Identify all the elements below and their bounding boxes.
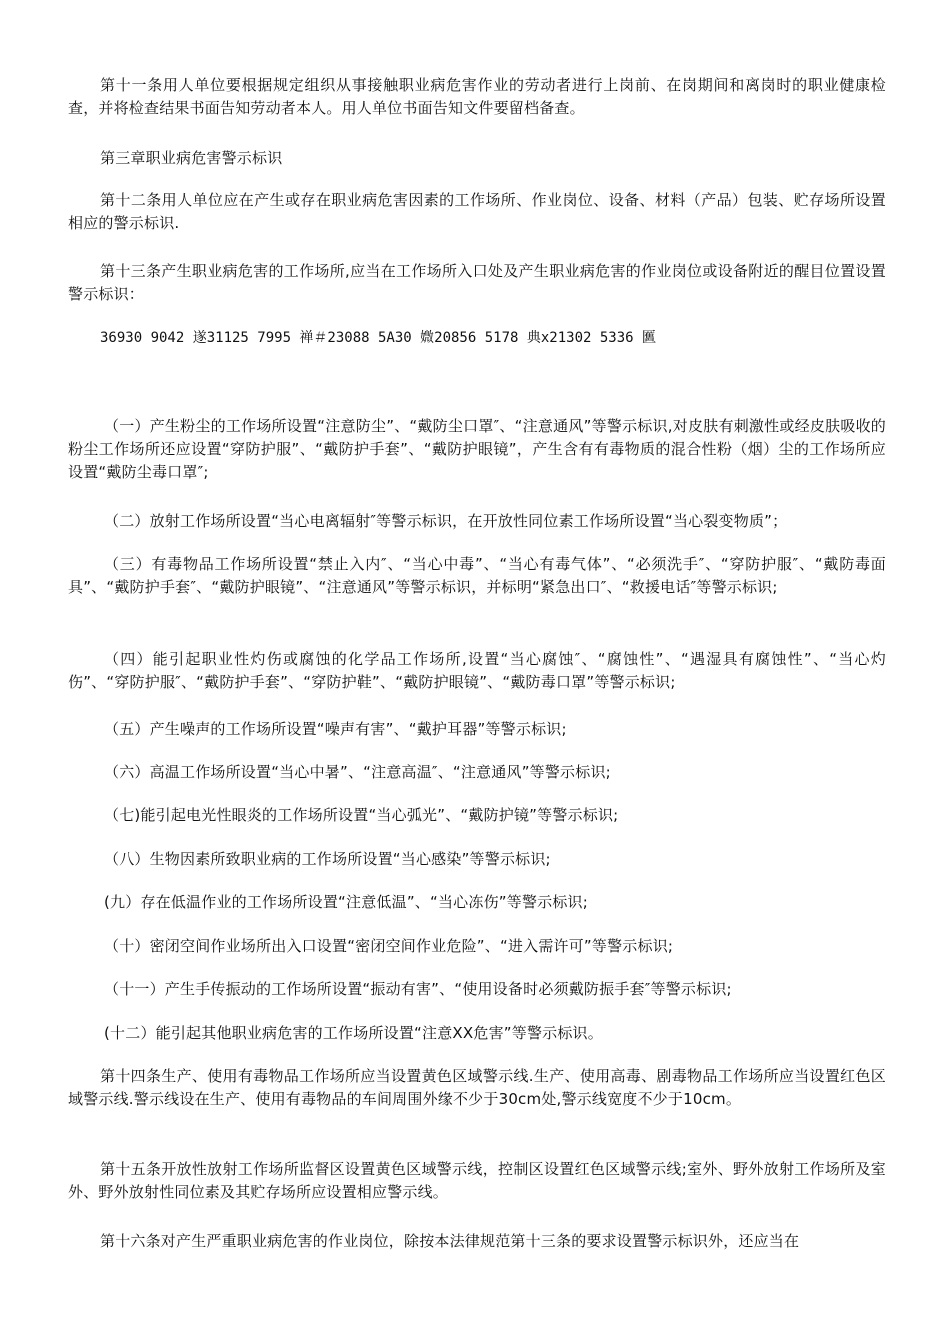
- garbled-code-line: 36930 9042 遂31125 7995 禅＃23088 5A30 媺20856 5178 典x21302 5336 匶: [100, 330, 657, 346]
- article-13-paragraph: 第十三条产生职业病危害的工作场所,应当在工作场所入口处及产生职业病危害的作业岗位或设备附近的醒目位置设置警示标识：: [68, 262, 886, 303]
- article-15-paragraph: 第十五条开放性放射工作场所监督区设置黄色区域警示线，控制区设置红色区域警示线;室外、野外放射工作场所及室外、野外放射性同位素及其贮存场所应设置相应警示线。: [68, 1160, 886, 1201]
- chapter-3-heading: 第三章职业病危害警示标识: [100, 149, 283, 167]
- list-item-2: （二）放射工作场所设置“当心电离辐射″等警示标识，在开放性同位素工作场所设置“当心裂变物质”；: [104, 512, 788, 530]
- list-item-10: （十）密闭空间作业场所出入口设置“密闭空间作业危险”、“进入需许可”等警示标识;: [104, 937, 674, 955]
- list-item-9: (九）存在低温作业的工作场所设置“注意低温”、“当心冻伤”等警示标识;: [104, 893, 588, 911]
- list-item-7: （七)能引起电光性眼炎的工作场所设置“当心弧光”、“戴防护镜”等警示标识;: [104, 806, 619, 824]
- article-14-paragraph: 第十四条生产、使用有毒物品工作场所应当设置黄色区域警示线.生产、使用高毒、剧毒物品工作场所应当设置红色区域警示线.警示线设在生产、使用有毒物品的车间周围外缘不少于30cm处,警示线宽度不少于10cm。: [68, 1067, 886, 1108]
- list-item-3: （三）有毒物品工作场所设置“禁止入内″、“当心中毒”、“当心有毒气体”、“必须洗手″、“穿防护服″、“戴防毒面具”、“戴防护手套″、“戴防护眼镜”、“注意通风”等警示标识，并标明“紧急出口″、“救援电话″等警示标识;: [68, 555, 886, 596]
- article-11-paragraph: 第十一条用人单位要根据规定组织从事接触职业病危害作业的劳动者进行上岗前、在岗期间和离岗时的职业健康检查，并将检查结果书面告知劳动者本人。用人单位书面告知文件要留档备查。: [68, 76, 886, 117]
- list-item-12: (十二）能引起其他职业病危害的工作场所设置“注意XX危害”等警示标识。: [104, 1024, 603, 1042]
- list-item-5: （五）产生噪声的工作场所设置“噪声有害”、“戴护耳器”等警示标识;: [104, 720, 567, 738]
- list-item-6: （六）高温工作场所设置“当心中暑”、“注意高温″、“注意通风”等警示标识;: [104, 763, 611, 781]
- article-16-paragraph: 第十六条对产生严重职业病危害的作业岗位，除按本法律规范第十三条的要求设置警示标识外，还应当在: [100, 1232, 800, 1250]
- list-item-4: （四）能引起职业性灼伤或腐蚀的化学品工作场所,设置“当心腐蚀″、“腐蚀性”、“遇湿具有腐蚀性”、“当心灼伤”、“穿防护服″、“戴防护手套”、“穿防护鞋”、“戴防护眼镜”、“戴防毒口罩”等警示标识;: [68, 650, 886, 691]
- list-item-8: （八）生物因素所致职业病的工作场所设置“当心感染”等警示标识;: [104, 850, 551, 868]
- list-item-11: （十一）产生手传振动的工作场所设置“振动有害”、“使用设备时必须戴防振手套″等警示标识;: [104, 980, 732, 998]
- list-item-1: （一）产生粉尘的工作场所设置“注意防尘”、“戴防尘口罩″、“注意通风”等警示标识,对皮肤有刺激性或经皮肤吸收的粉尘工作场所还应设置“穿防护服”、“戴防护手套”、“戴防护眼镜”，产生含有有毒物质的混合性粉（烟）尘的工作场所应设置“戴防尘毒口罩″;: [68, 417, 886, 481]
- article-12-paragraph: 第十二条用人单位应在产生或存在职业病危害因素的工作场所、作业岗位、设备、材料（产品）包装、贮存场所设置相应的警示标识.: [68, 191, 886, 232]
